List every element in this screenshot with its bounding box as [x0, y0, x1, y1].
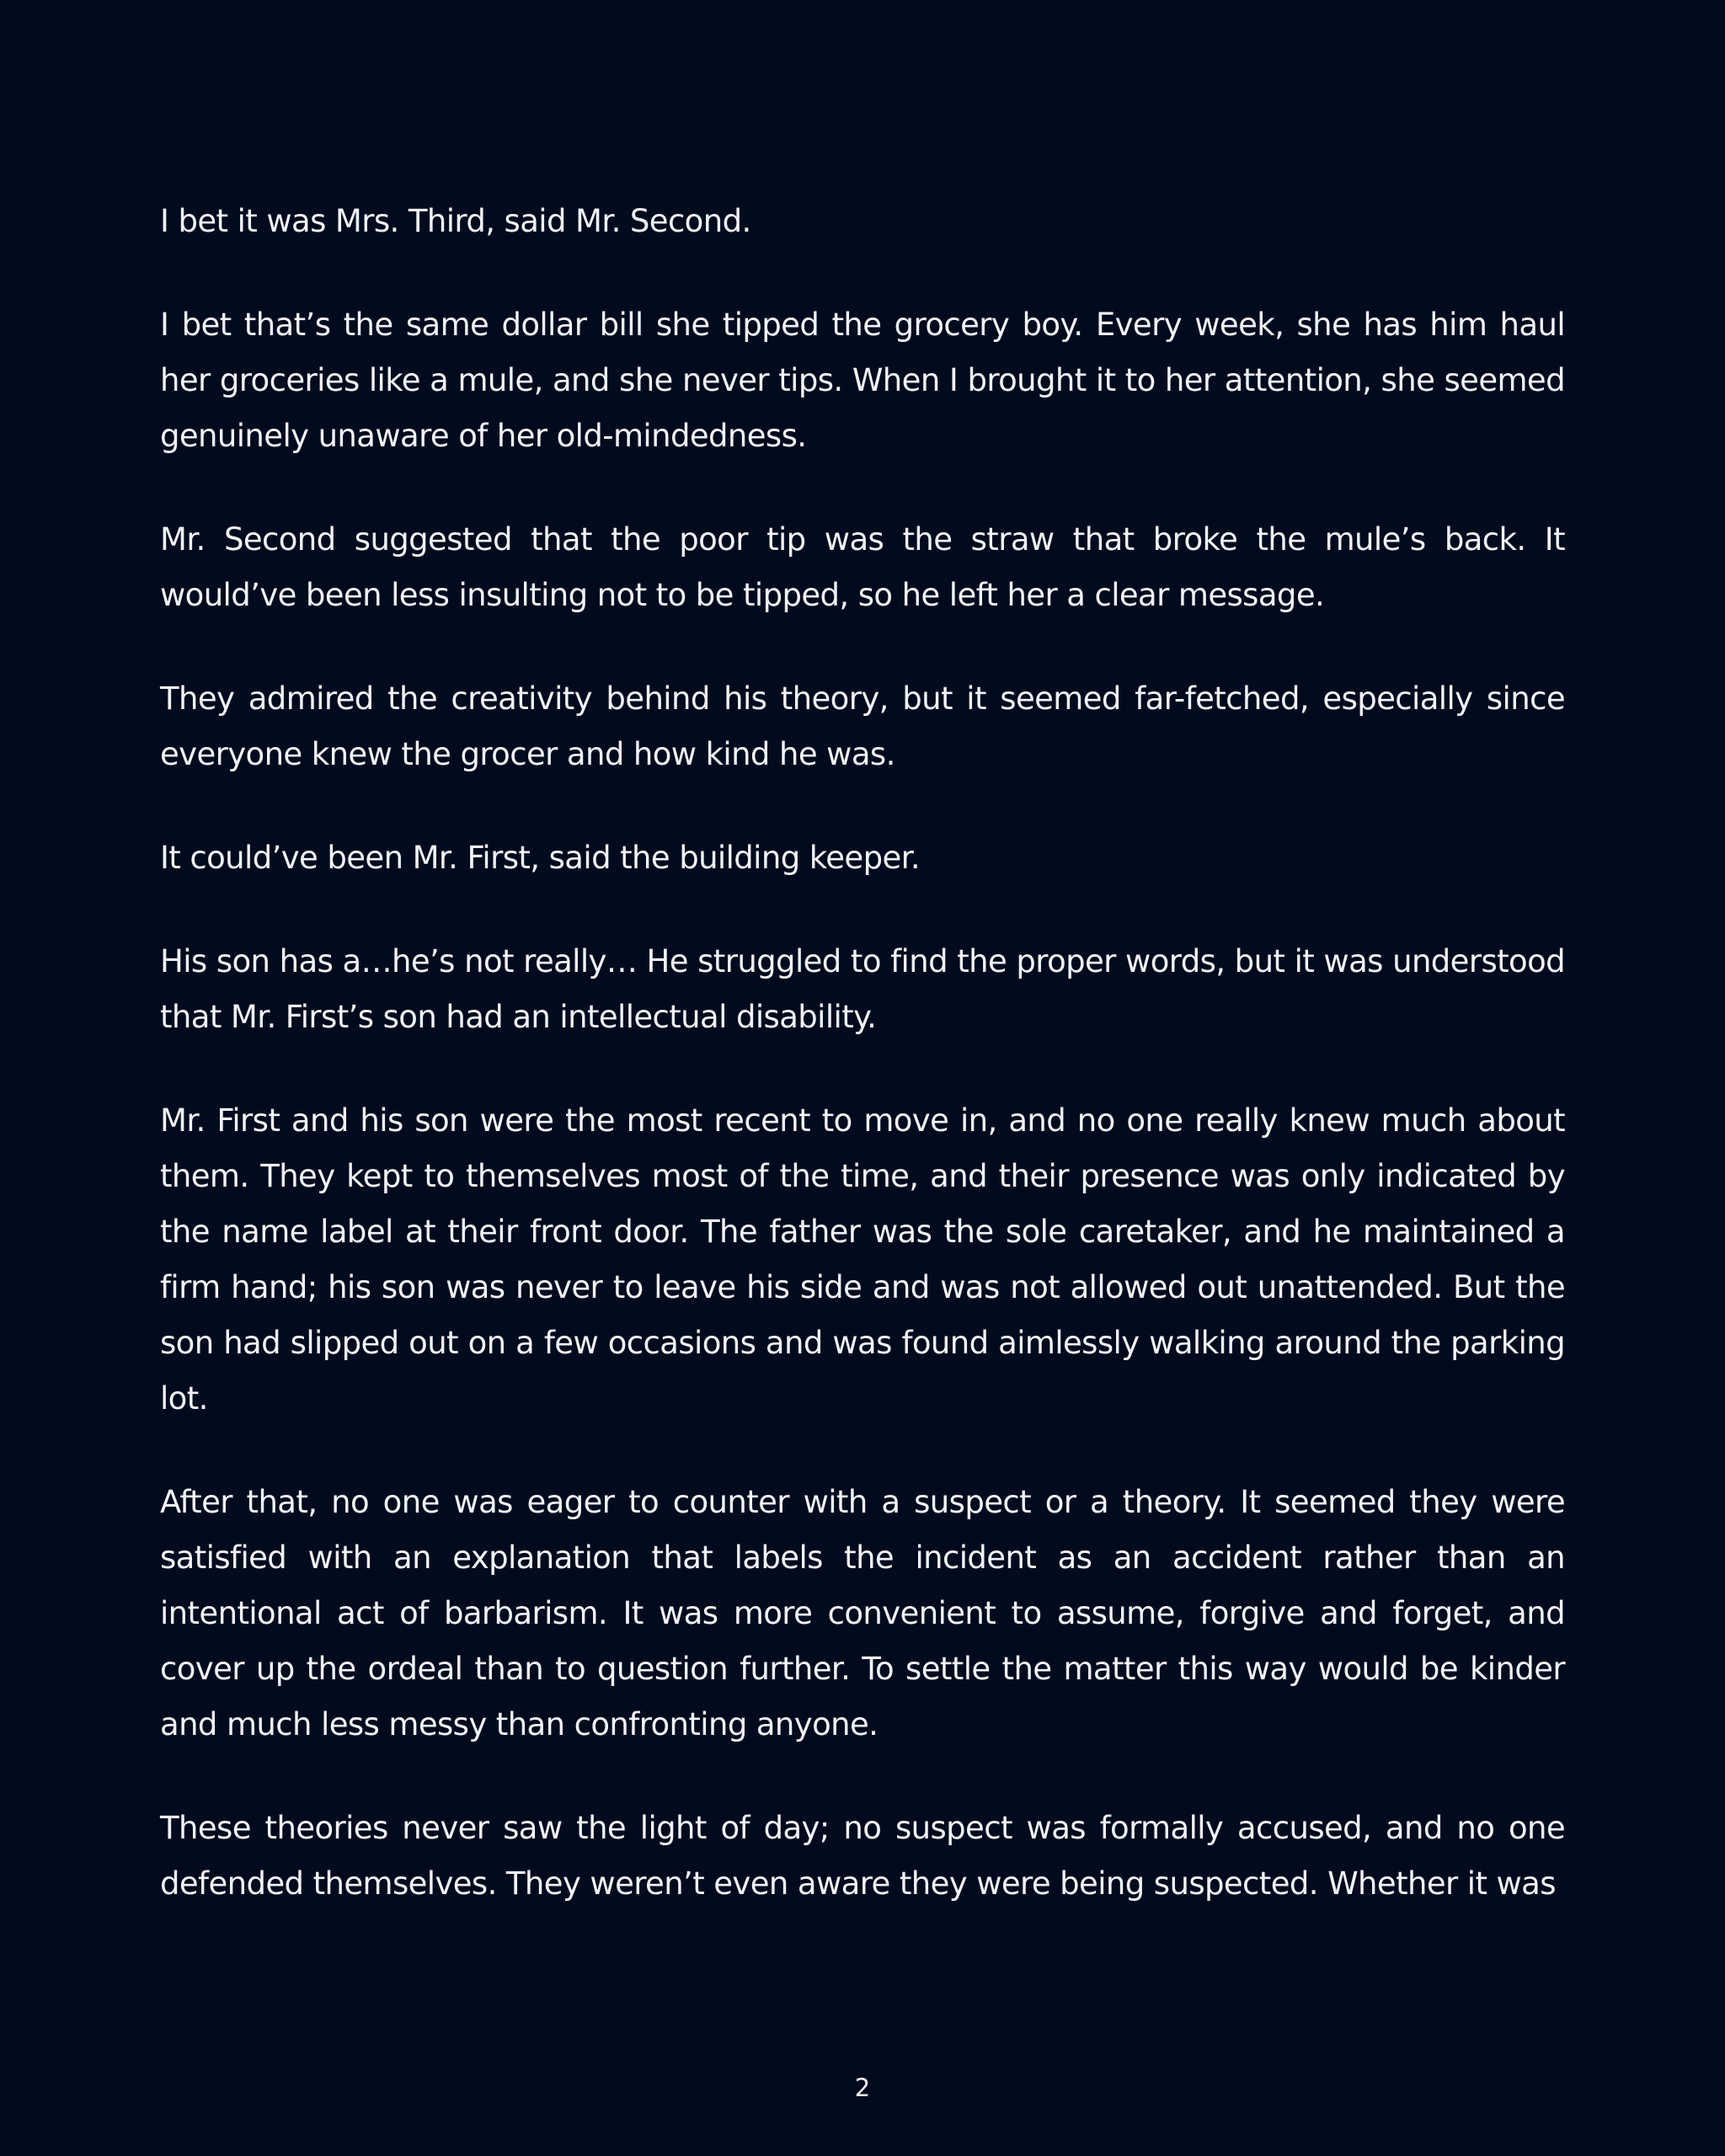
paragraph-3: Mr. Second suggested that the poor tip was the straw that broke the mule’s back. It would’ve been less insulting not to be tipped, so he left her a clear message.: [160, 521, 1565, 613]
paragraph-9: These theories never saw the light of day; no suspect was formally accused, and no one defended themselves. They weren’t even aware they were being suspected. Whether it was: [160, 1810, 1565, 1902]
paragraph-7: Mr. First and his son were the most recent to move in, and no one really knew much about them. They kept to themselves most of the time, and their presence was only indicated by the name label at their front door. The father was the sole caretaker, and he maintained a firm hand; his son was never to leave his side and was not allowed out unattended. But the son had slipped out on a few occasions and was found aimlessly walking around the parking lot.: [160, 1102, 1565, 1417]
page-number: 2: [854, 2073, 871, 2102]
body-text: [160, 194, 1565, 1960]
paragraph-5: It could’ve been Mr. First, said the building keeper.: [160, 840, 921, 876]
paragraph-2: I bet that’s the same dollar bill she tipped the grocery boy. Every week, she has him haul her groceries like a mule, and she never tips. When I brought it to her attention, she seemed genuinely unaware of her old-mindedness.: [160, 307, 1565, 454]
paragraph-4: They admired the creativity behind his theory, but it seemed far-fetched, especially since everyone knew the grocer and how kind he was.: [160, 680, 1565, 772]
paragraph-1: I bet it was Mrs. Third, said Mr. Second.: [160, 203, 751, 239]
paragraph-6: His son has a…he’s not really… He struggled to find the proper words, but it was understood that Mr. First’s son had an intellectual disability.: [160, 943, 1565, 1035]
paragraph-8: After that, no one was eager to counter with a suspect or a theory. It seemed they were satisfied with an explanation that labels the incident as an accident rather than an intentional act of barbarism. It was more convenient to assume, forgive and forget, and cover up the ordeal than to question further. To settle the matter this way would be kinder and much less messy than confronting anyone.: [160, 1484, 1565, 1742]
